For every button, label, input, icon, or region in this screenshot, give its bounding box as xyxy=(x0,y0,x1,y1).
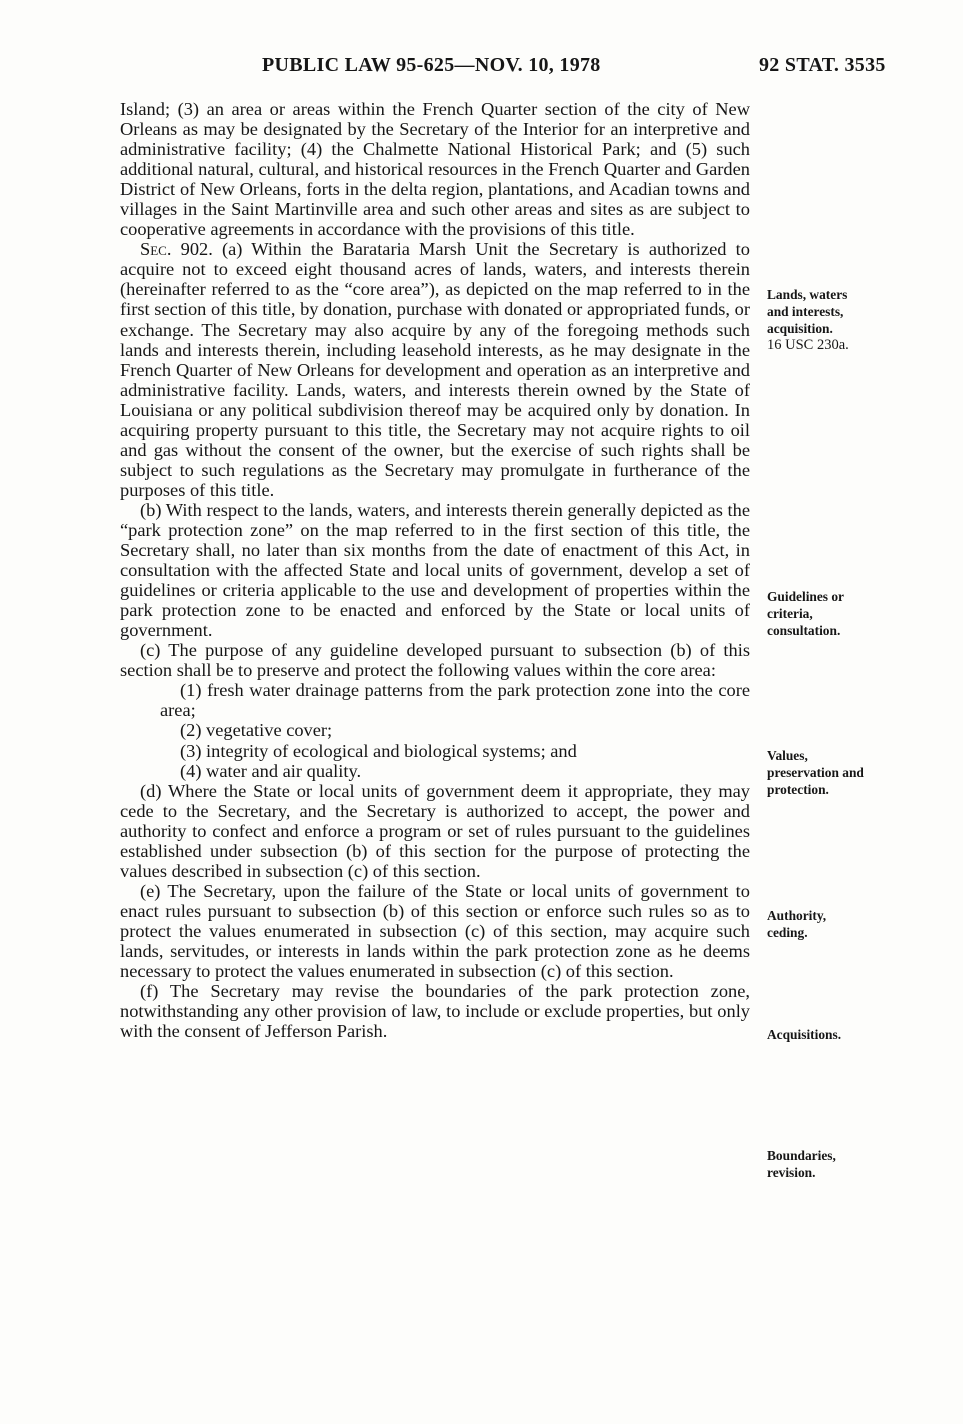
list-item-4: (4) water and air quality. xyxy=(180,760,362,781)
margin-note-line: acquisition. xyxy=(767,321,833,336)
paragraph-continuation: Island; (3) an area or areas within the French Quarter section of the city of New Orleans as may be designated by the Secretary of the Interior for an interpretive and administrative facility; (4) the Chalmette National Historical Park; and (5) such additional natural, cultural, and historical resources in the French Quarter and Garden District of New Orleans, forts in the delta region, plantations, and Acadian towns and villages in the Saint Martinville area and such other areas and sites as are subject to cooperative agreements in accordance with the provisions of this title. xyxy=(120,99,750,240)
list-item-3: (3) integrity of ecological and biological systems; and xyxy=(180,740,577,761)
margin-note-line: criteria, xyxy=(767,606,813,621)
list-item-2: (2) vegetative cover; xyxy=(180,720,333,741)
margin-note-line: ceding. xyxy=(767,925,808,940)
statute-body xyxy=(120,99,750,1041)
margin-note-guidelines xyxy=(767,588,897,639)
paragraph-subsection-f: (f) The Secretary may revise the boundaries of the park protection zone, notwithstanding any other provision of law, to include or exclude properties, but only with the consent of Jefferson Parish. xyxy=(120,981,750,1042)
margin-note-line: Acquisitions. xyxy=(767,1027,842,1042)
paragraph-subsection-b: (b) With respect to the lands, waters, and interests therein generally depicted as the “park protection zone” on the map referred to in the first section of this title, the Secretary shall, no later than six months from the date of enactment of this Act, in consultation with the affected State and local units of government, develop a set of guidelines or criteria applicable to the use and development of properties within the park protection zone to be enacted and enforced by the State or local units of government. xyxy=(120,499,750,641)
margin-note-line: revision. xyxy=(767,1165,816,1180)
margin-note-line: Guidelines or xyxy=(767,589,845,604)
margin-note-acquisitions xyxy=(767,1026,897,1043)
margin-note-line: consultation. xyxy=(767,623,841,638)
margin-note-line: protection. xyxy=(767,782,829,797)
margin-note-authority xyxy=(767,907,897,941)
margin-note-line: Authority, xyxy=(767,908,827,923)
margin-note-line: Lands, waters xyxy=(767,287,848,302)
section-label: Sec. xyxy=(140,239,172,260)
list-item-1: (1) fresh water drainage patterns from the park protection zone into the core area; xyxy=(160,680,750,721)
margin-note-lands-acquisition xyxy=(767,286,897,354)
margin-note-line: Boundaries, xyxy=(767,1148,836,1163)
margin-note-citation: 16 USC 230a. xyxy=(767,337,849,353)
paragraph-subsection-d: (d) Where the State or local units of government deem it appropriate, they may cede to the Secretary, and the Secretary is authorized to accept, the power and authority to confect and enforce a program or set of rules pursuant to the guidelines established under subsection (b) of this section for the purpose of protecting the values described in subsection (c) of this section. xyxy=(120,780,750,881)
margin-note-line: Values, xyxy=(767,748,808,763)
paragraph-section-902-a xyxy=(120,239,750,500)
margin-note-boundaries xyxy=(767,1147,897,1181)
section-902-a-text: 902. (a) Within the Barataria Marsh Unit the Secretary is authorized to acquire not to exceed eight thousand acres of lands, waters, and interests therein (hereinafter referred to as the “core area”), as depicted on the map referred to in the first section of this title, by donation, purchase with donated or appropriated funds, or exchange. The Secretary may also acquire by any of the foregoing methods such lands and interests therein, including leasehold interests, as he may designate in the French Quarter of New Orleans for development and operation as an interpretive and administrative facility. Lands, waters, and interests therein owned by the State of Louisiana or any political subdivision thereof may be acquired only by donation. In acquiring property pursuant to this title, the Secretary may not acquire rights to oil and gas without the consent of the owner, but the exercise of such rights shall be subject to such regulations as the Secretary may promulgate in furtherance of the purposes of this title. xyxy=(120,239,750,500)
paragraph-subsection-c: (c) The purpose of any guideline developed pursuant to subsection (b) of this section shall be to preserve and protect the following values within the core area: xyxy=(120,640,750,681)
running-header-stat-page: 92 STAT. 3535 xyxy=(759,54,886,76)
paragraph-subsection-e: (e) The Secretary, upon the failure of the State or local units of government to enact rules pursuant to subsection (b) of this section or enforce such rules so as to protect the values enumerated in subsection (c) of this section, may acquire such lands, servitudes, or interests in lands within the park protection zone as he deems necessary to protect the values enumerated in subsection (c) of this section. xyxy=(120,880,750,982)
margin-note-line: preservation and xyxy=(767,765,864,780)
margin-note-values xyxy=(767,747,897,798)
running-header-law: PUBLIC LAW 95-625—NOV. 10, 1978 xyxy=(262,54,601,76)
margin-note-line: and interests, xyxy=(767,304,844,319)
